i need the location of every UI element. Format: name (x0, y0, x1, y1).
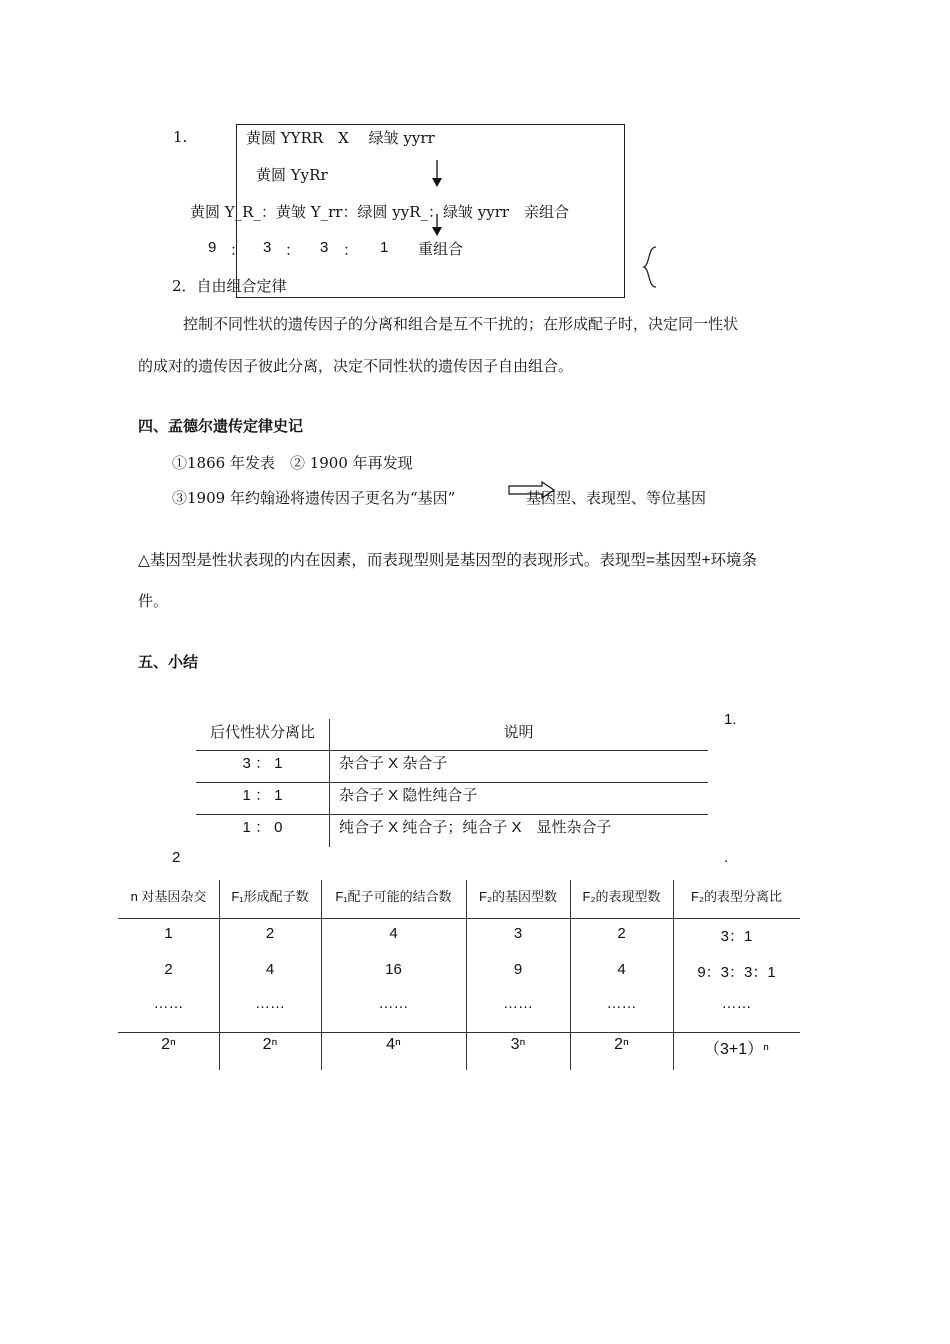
ratio-value: 1 (380, 239, 389, 256)
law-text-line2: 的成对的遗传因子彼此分离，决定不同性状的遗传因子自由组合。 (138, 357, 574, 375)
section5-heading: 五、小结 (138, 653, 199, 671)
table2-dot: . (724, 849, 729, 866)
history-line2-start: ③1909 年约翰逊将遗传因子更名为“基因” (172, 489, 456, 507)
table1-rule (196, 750, 708, 751)
section4-heading: 四、孟德尔遗传定律史记 (138, 417, 304, 435)
table1-rule (196, 782, 708, 783)
ratio-colon: ： (285, 242, 301, 259)
table2-number: 2 (172, 849, 181, 866)
table2-cell: 4 (265, 961, 275, 978)
table2-cell: 9 (513, 961, 523, 978)
ratio-colon: ： (343, 242, 359, 259)
table2-final-cell: 2ⁿ (161, 1036, 176, 1053)
table1-cell: 3 ： 1 (242, 755, 283, 772)
table2-rule (118, 918, 800, 919)
cross-f1: 黄圆 YyRr (256, 166, 328, 184)
table2-final-cell: 3ⁿ (510, 1036, 526, 1053)
table2-cell: 2 (265, 925, 275, 942)
table2-final-cell: 4ⁿ (386, 1036, 401, 1053)
table1-number: 1. (724, 711, 737, 728)
table2-header: F₁配子可能的结合数 (335, 889, 452, 904)
recombination-label: 重组合 (418, 240, 464, 258)
table1-cell: 杂合子 X 杂合子 (339, 755, 448, 772)
table2-final-cell: （3+1）ⁿ (704, 1041, 769, 1058)
ratio-value: 3 (320, 239, 329, 256)
table2-header: F₂的表型分离比 (691, 889, 782, 904)
note-line2: 件。 (138, 593, 169, 610)
ratio-value: 9 (208, 239, 217, 256)
table2-cell: 9：3：3：1 (697, 964, 776, 981)
history-line1: ①1866 年发表 ② 1900 年再发现 (172, 454, 413, 472)
table2-header: F₂的基因型数 (479, 889, 557, 904)
table2-cell: 1 (164, 925, 173, 942)
table1-cell: 1 ： 1 (242, 787, 283, 804)
table2-header: F₂的表现型数 (582, 889, 661, 904)
table2-cell: …… (378, 995, 409, 1012)
table2-header: F₁形成配子数 (231, 889, 309, 904)
table1-header: 后代性状分离比 (209, 723, 315, 741)
table2-cell: …… (153, 995, 184, 1012)
arrow-down-icon (430, 160, 444, 188)
table1-rule (196, 814, 708, 815)
table1-cell: 1 ： 0 (242, 819, 283, 836)
law-text-line1: 控制不同性状的遗传因子的分离和组合是互不干扰的；在形成配子时，决定同一性状 (183, 315, 739, 333)
table2-cell: 4 (389, 925, 398, 942)
ratio-colon: ： (230, 242, 246, 259)
cross-parents: 黄圆 YYRR X 绿皱 yyrr (246, 129, 435, 147)
table1-cell: 纯合子 X 纯合子；纯合子 X 显性杂合子 (339, 819, 612, 836)
table2-final-cell: 2ⁿ (614, 1036, 629, 1053)
history-line2-end: 基因型、表现型、等位基因 (526, 489, 707, 507)
table2-cell: …… (255, 995, 285, 1012)
table2-cell: …… (503, 995, 533, 1012)
table2-rule (118, 1032, 800, 1033)
item2-title: 2．自由组合定律 (172, 277, 287, 295)
table2-cell: …… (721, 995, 752, 1012)
table2-final-cell: 2ⁿ (262, 1036, 278, 1053)
note-line1: △基因型是性状表现的内在因素，而表现型则是基因型的表现形式。表现型=基因型+环境条 (138, 552, 758, 569)
table2-cell: …… (606, 995, 637, 1012)
brace-icon (640, 246, 660, 288)
table2-cell: 16 (385, 961, 402, 978)
table2-cell: 2 (617, 925, 626, 942)
table2-cell: 2 (164, 961, 173, 978)
table2-cell: 3：1 (720, 928, 753, 945)
f2-phenotypes: 黄圆 Y_R_：黄皱 Y_rr：绿圆 yyR_：绿皱 yyrr 亲组合 (190, 203, 570, 221)
table2-cell: 4 (617, 961, 626, 978)
arrow-down-icon (430, 214, 444, 236)
table2-header: n 对基因杂交 (130, 889, 207, 904)
table2-cell: 3 (513, 925, 523, 942)
item1-number: 1. (173, 128, 188, 146)
table1-cell: 杂合子 X 隐性纯合子 (339, 787, 478, 804)
ratio-value: 3 (263, 239, 272, 256)
table1-header: 说明 (503, 723, 534, 741)
